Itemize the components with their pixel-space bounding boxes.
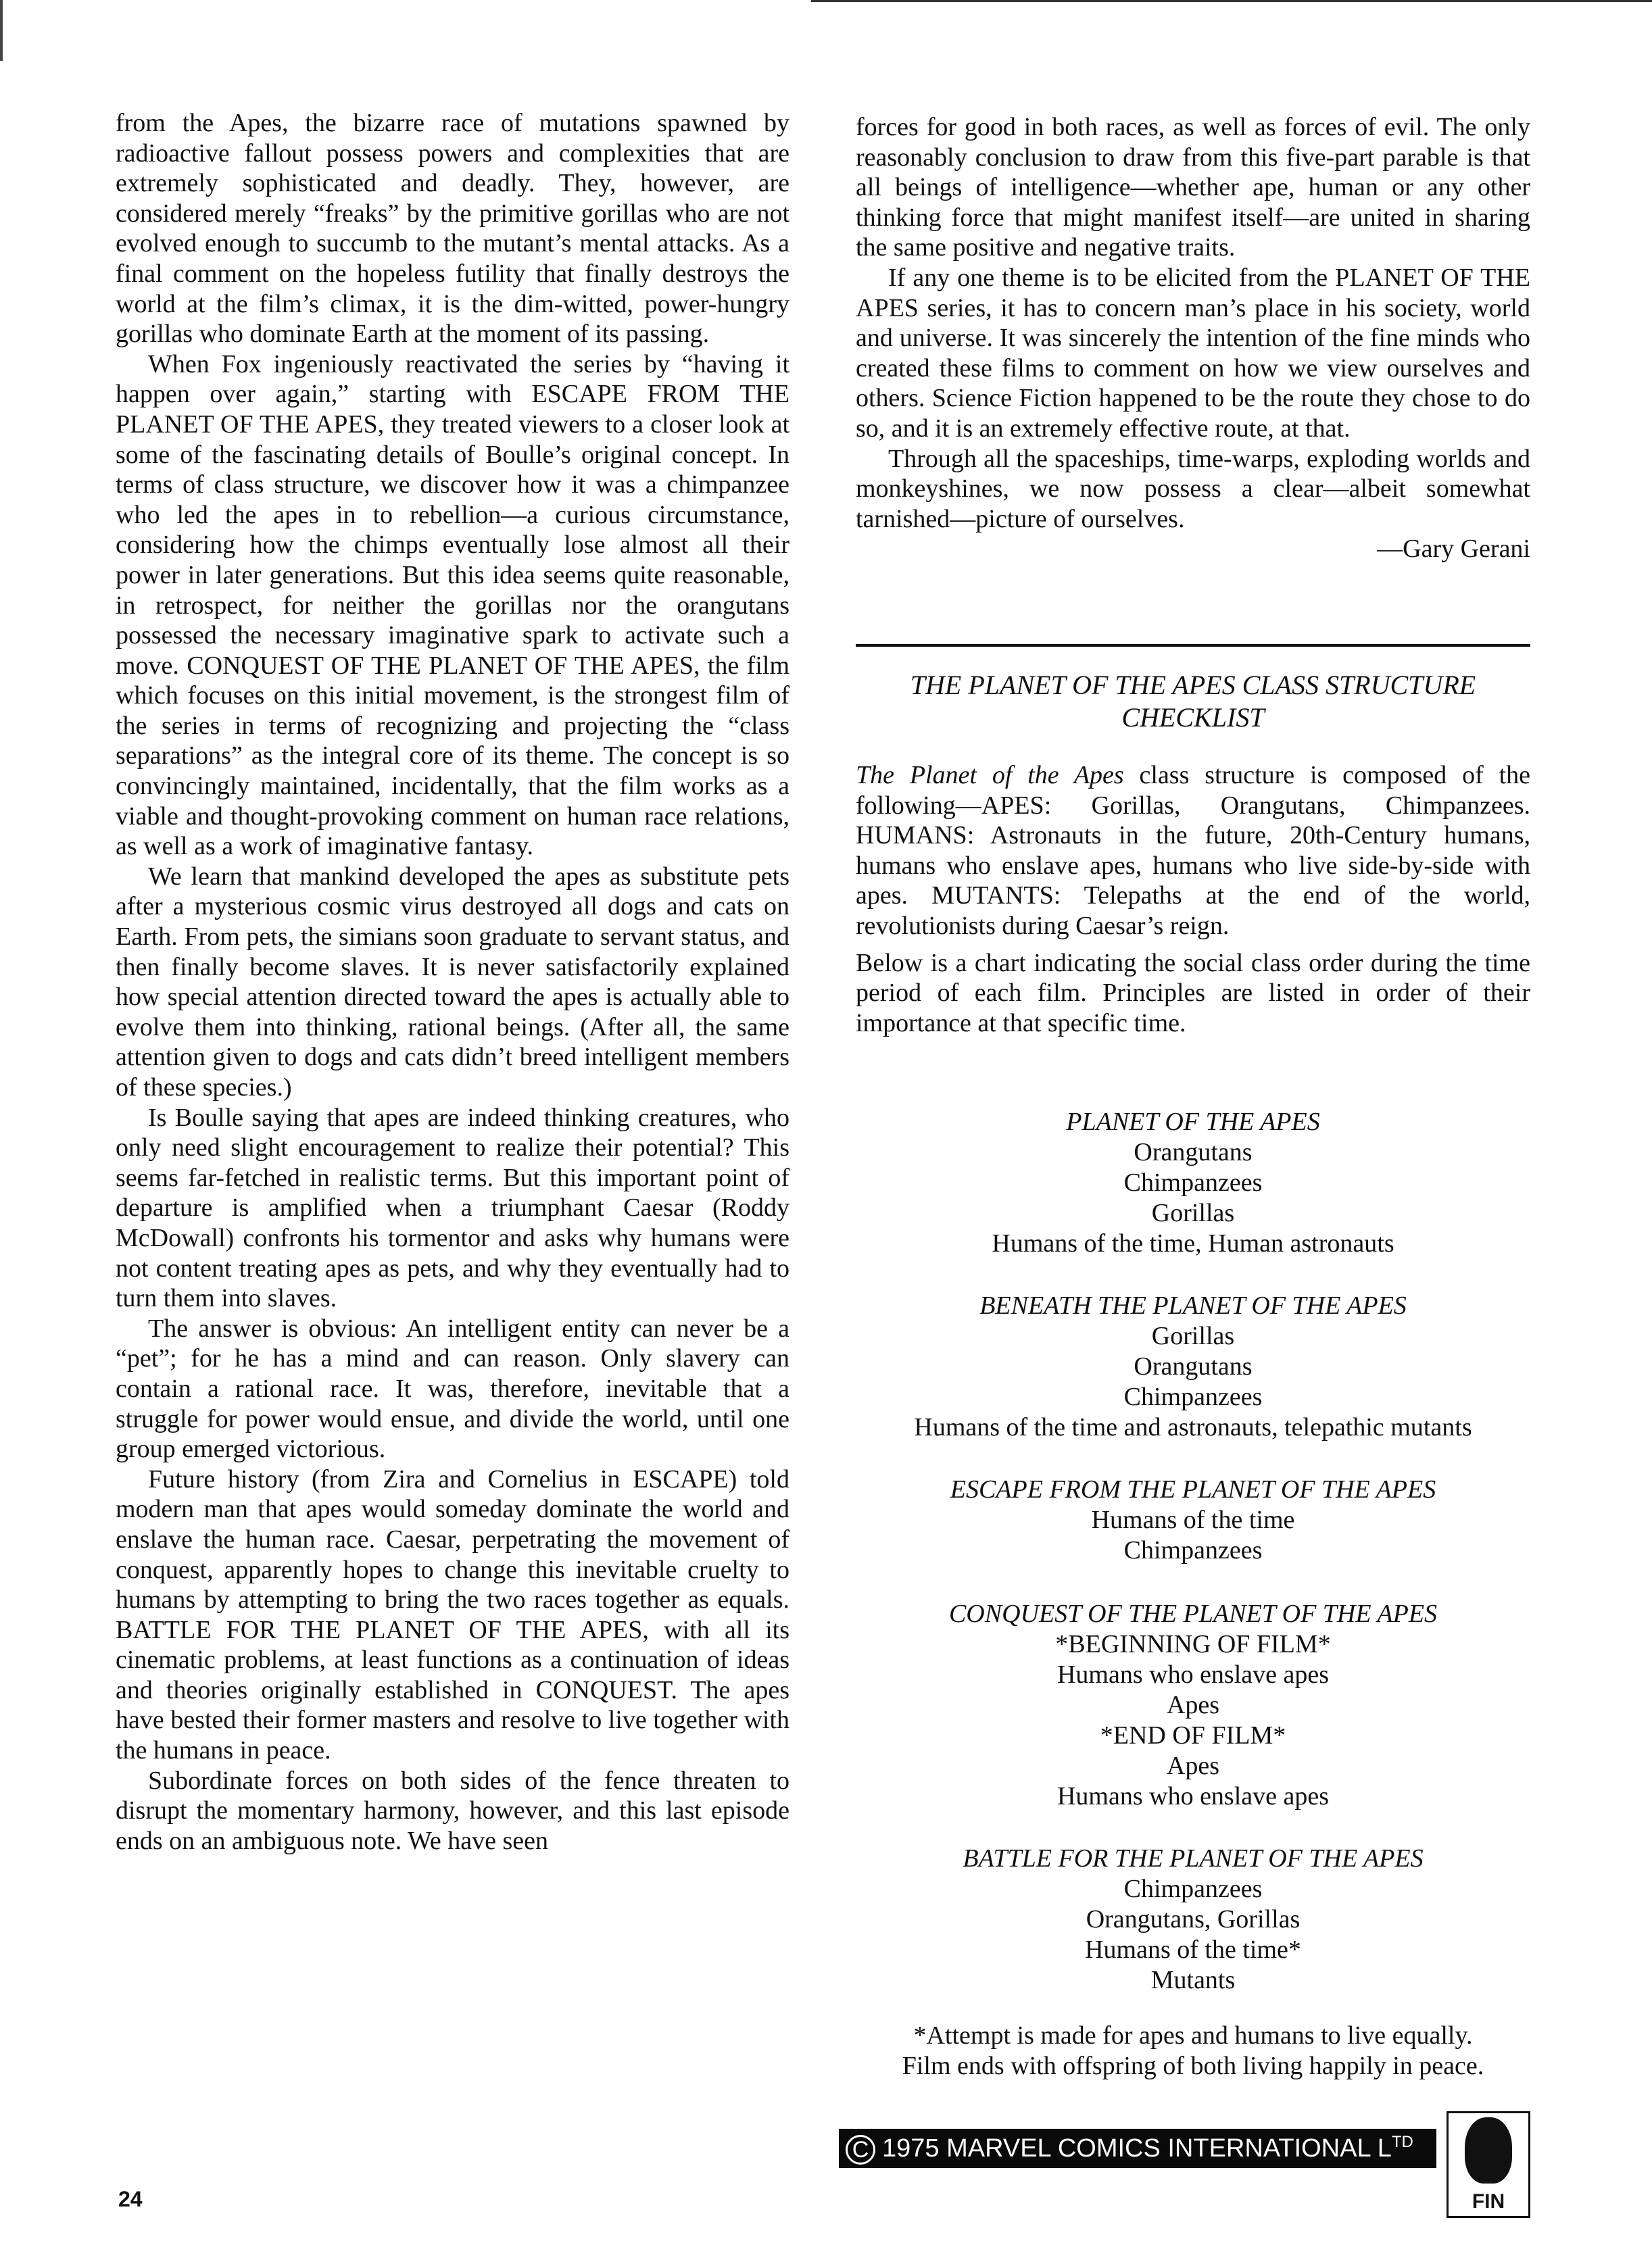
heading-line: THE PLANET OF THE APES CLASS STRUCTURE bbox=[910, 670, 1476, 700]
film-title: ESCAPE FROM THE PLANET OF THE APES bbox=[950, 1475, 1436, 1504]
film-title: BENEATH THE PLANET OF THE APES bbox=[979, 1291, 1407, 1320]
class-rank-item: Orangutans bbox=[1134, 1138, 1253, 1166]
class-rank-item: Humans who enslave apes bbox=[1056, 1660, 1330, 1689]
class-rank-item: Humans of the time, Human astronauts bbox=[992, 1229, 1394, 1258]
section-divider bbox=[856, 644, 1530, 647]
paragraph: We learn that mankind developed the apes as substitute pets after a mysterious cosmic virus destroyed all dogs and cats on Earth. From pets, the simians soon graduate to servant status, and then finally become slaves. It is never satisfactorily explained how special attention directed toward the apes is actually able to evolve them into thinking, rational beings. (After all, the same attention given to dogs and cats didn’t breed intelligent members of these species.) bbox=[116, 862, 789, 1102]
class-rank-item: Gorillas bbox=[1151, 1199, 1235, 1227]
film-title: CONQUEST OF THE PLANET OF THE APES bbox=[948, 1600, 1438, 1628]
class-rank-item: Orangutans bbox=[1134, 1352, 1253, 1381]
left-column bbox=[116, 108, 789, 1856]
paragraph: When Fox ingeniously reactivated the series by “having it happen over again,” starting with ESCAPE FROM THE PLANET OF THE APES, they treated viewers to a closer look at some of the fascinating details of Boulle’s original concept. In terms of class structure, we discover how it was a chimpanzee who led the apes in to rebellion—a curious circumstance, considering how the chimps eventually lose almost all their power in later generations. But this idea seems quite reasonable, in retrospect, for neither the gorillas nor the orangutans possessed the necessary imaginative spark to activate such a move. CONQUEST OF THE PLANET OF THE APES, the film which focuses on this initial movement, is the strongest film of the series in terms of recognizing and projecting the “class separations” as the integral core of its theme. The concept is so convincingly maintained, incidentally, that the film works as a viable and thought-provoking comment on human race relations, as well as a work of imaginative fantasy. bbox=[116, 349, 789, 861]
paragraph: Through all the spaceships, time-warps, exploding worlds and monkeyshines, we now possess a clear—albeit somewhat tarnished—picture of ourselves. bbox=[856, 444, 1530, 533]
film-entry bbox=[831, 1291, 1555, 1443]
paragraph: Subordinate forces on both sides of the fence threaten to disrupt the momentary harmony, however, and this last episode ends on an ambiguous note. We have seen bbox=[116, 1766, 789, 1855]
top-border bbox=[811, 0, 1652, 2]
film-entry bbox=[831, 1475, 1555, 1566]
page-edge bbox=[0, 0, 3, 61]
intro-text: class structure is composed of the following—APES: Gorillas, Orangutans, Chimpanzees. HUMANS: Astronauts in the future, 20th-Century humans, humans who enslave apes, humans who live side-by-side with apes. MUTANTS: Telepaths at the end of the world, revolutionists during Caesar’s reign. bbox=[856, 761, 1530, 940]
film-entry bbox=[831, 1107, 1555, 1259]
fin-logo bbox=[1447, 2111, 1530, 2218]
class-rank-item: Apes bbox=[1166, 1691, 1220, 1719]
class-rank-item: Humans of the time bbox=[1091, 1506, 1295, 1534]
footnote bbox=[856, 2021, 1530, 2081]
class-rank-item: Orangutans, Gorillas bbox=[1086, 1905, 1301, 1933]
class-rank-item: Gorillas bbox=[1151, 1322, 1235, 1350]
film-title: BATTLE FOR THE PLANET OF THE APES bbox=[963, 1844, 1424, 1873]
film-title: PLANET OF THE APES bbox=[1066, 1108, 1320, 1136]
class-rank-item: Humans who enslave apes bbox=[1056, 1782, 1330, 1810]
copyright-bar bbox=[839, 2129, 1436, 2168]
intro-paragraph: Below is a chart indicating the social class order during the time period of each film. Principles are listed in order of their importance at that specific time. bbox=[856, 948, 1530, 1037]
author-signature: —Gary Gerani bbox=[1377, 535, 1530, 564]
checklist-intro bbox=[856, 760, 1530, 1045]
paragraph: Future history (from Zira and Cornelius in ESCAPE) told modern man that apes would someday dominate the world and enslave the human race. Caesar, perpetrating the movement of conquest, apparently hopes to change this inevitable cruelty to humans by attempting to bring the two races together as equals. BATTLE FOR THE PLANET OF THE APES, with all its cinematic problems, at least functions as a continuation of ideas and theories originally established in CONQUEST. The apes have bested their former masters and resolve to live together with the humans in peace. bbox=[116, 1464, 789, 1765]
copyright-text: 1975 MARVEL COMICS INTERNATIONAL L bbox=[882, 2134, 1392, 2163]
class-rank-item: Chimpanzees bbox=[1123, 1383, 1263, 1411]
class-rank-item: Apes bbox=[1166, 1752, 1220, 1780]
paragraph: The answer is obvious: An intelligent entity can never be a “pet”; for he has a mind and can reason. Only slavery can contain a rational race. It was, therefore, inevitable that a struggle for power would ensue, and divide the world, until one group emerged victorious. bbox=[116, 1314, 789, 1464]
paragraph: from the Apes, the bizarre race of mutations spawned by radioactive fallout possess powers and complexities that are extremely sophisticated and deadly. They, however, are considered merely “freaks” by the primitive gorillas who are not evolved enough to succumb to the mutant’s mental attacks. As a final comment on the hopeless futility that finally destroys the world at the film’s climax, it is the dim-witted, power-hungry gorillas who dominate Earth at the moment of its passing. bbox=[116, 109, 789, 349]
page-number: 24 bbox=[118, 2187, 143, 2211]
paragraph: Is Boulle saying that apes are indeed thinking creatures, who only need slight encouragement to realize their potential? This seems far-fetched in realistic terms. But this important point of departure is amplified when a triumphant Caesar (Roddy McDowall) confronts his tormentor and asks why humans were not content treating apes as pets, and why they eventually had to turn them into slaves. bbox=[116, 1103, 789, 1313]
heading-line: CHECKLIST bbox=[1121, 702, 1265, 733]
checklist-heading bbox=[856, 669, 1530, 734]
paragraph: If any one theme is to be elicited from the PLANET OF THE APES series, it has to concern man’s place in his society, world and universe. It was sincerely the intention of the fine minds who created these films to comment on how we view ourselves and others. Science Fiction happened to be the route they chose to do so, and it is an extremely effective route, at that. bbox=[856, 263, 1530, 443]
paragraph: forces for good in both races, as well as forces of evil. The only reasonably conclusion to draw from this five-part parable is that all beings of intelligence—whether ape, human or any other thinking force that might manifest itself—are united in sharing the same positive and negative traits. bbox=[856, 113, 1530, 262]
class-rank-item: *END OF FILM* bbox=[1100, 1721, 1286, 1750]
class-rank-item: Mutants bbox=[1150, 1966, 1236, 1994]
logo-text: FIN bbox=[1472, 2190, 1505, 2213]
footnote-line: Film ends with offspring of both living happily in peace. bbox=[902, 2052, 1484, 2080]
class-rank-item: Chimpanzees bbox=[1123, 1875, 1263, 1903]
class-rank-item: Humans of the time and astronauts, telepathic mutants bbox=[914, 1413, 1472, 1441]
class-rank-item: Chimpanzees bbox=[1123, 1168, 1263, 1197]
footnote-line: *Attempt is made for apes and humans to live equally. bbox=[913, 2021, 1473, 2050]
film-entry bbox=[831, 1844, 1555, 1996]
ape-head-icon bbox=[1465, 2117, 1512, 2184]
copyright-sup: TD bbox=[1391, 2133, 1413, 2151]
class-rank-item: *BEGINNING OF FILM* bbox=[1055, 1630, 1331, 1658]
copyright-icon: C bbox=[846, 2135, 875, 2165]
intro-paragraph bbox=[856, 760, 1530, 941]
right-column bbox=[856, 112, 1530, 564]
class-rank-item: Humans of the time* bbox=[1085, 1936, 1301, 1964]
class-rank-item: Chimpanzees bbox=[1123, 1536, 1263, 1564]
intro-title: The Planet of the Apes bbox=[856, 761, 1124, 789]
film-entry bbox=[831, 1599, 1555, 1812]
